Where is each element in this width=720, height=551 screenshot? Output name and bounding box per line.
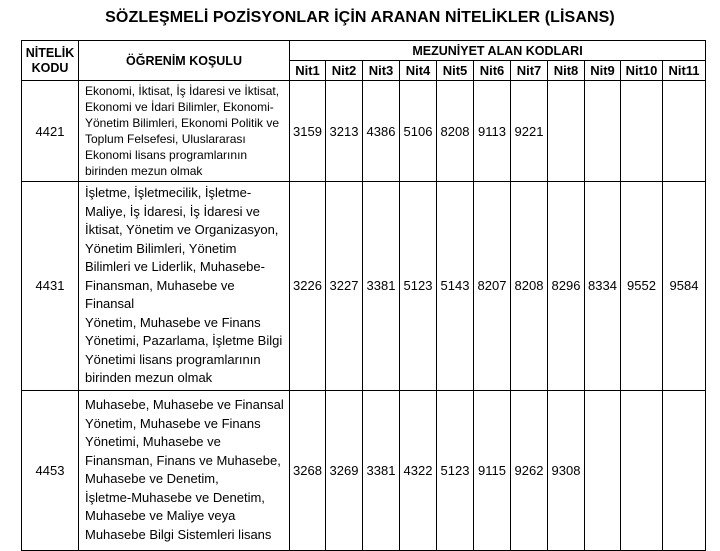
education-condition-cell: [79, 81, 290, 182]
condition-line: Finansman, Muhasebe ve Finansal: [85, 277, 235, 311]
education-condition-cell: [79, 390, 290, 550]
nitelik-code-cell: 4431: [22, 182, 79, 391]
condition-line: Ekonomi, İktisat, İş İdaresi ve İktisat,: [85, 84, 280, 98]
nit-column-header: Nit10: [621, 61, 663, 81]
condition-line: İşletme-Muhasebe ve Denetim,: [85, 489, 265, 505]
condition-line: birinden mezun olmak: [85, 164, 203, 178]
graduation-code-cell: 3159: [290, 81, 326, 182]
nit-column-header: Nit5: [437, 61, 474, 81]
condition-line: Yönetimi, Muhasebe ve: [85, 434, 221, 449]
graduation-code-cell: [585, 390, 621, 550]
graduation-code-cell: 3268: [290, 390, 326, 550]
graduation-code-cell: 8296: [548, 182, 585, 391]
nitelik-code-cell: 4421: [22, 81, 79, 182]
graduation-code-cell: 3226: [290, 182, 326, 391]
condition-line: Ekonomi lisans programlarının: [85, 148, 248, 162]
condition-line: Toplum Felsefesi, Uluslararası: [85, 132, 246, 146]
condition-line: Muhasebe ve Maliye veya: [85, 508, 236, 523]
graduation-code-cell: 9308: [548, 390, 585, 550]
qualifications-table: [21, 40, 706, 551]
graduation-code-cell: 5143: [437, 182, 474, 391]
graduation-code-cell: 9115: [474, 390, 511, 550]
condition-line: Yönetim, Muhasebe ve Finans: [85, 415, 261, 431]
nitelik-code-cell: 4453: [22, 390, 79, 550]
graduation-code-cell: 4322: [400, 390, 437, 550]
condition-line: birinden mezun olmak: [85, 370, 213, 385]
nit-column-header: Nit11: [663, 61, 706, 81]
condition-line: Muhasebe ve Denetim,: [85, 471, 219, 486]
condition-line: Ekonomi ve İdari Bilimler, Ekonomi-: [85, 100, 274, 114]
table-row: [22, 182, 706, 391]
graduation-code-cell: [585, 81, 621, 182]
condition-line: Yönetimi, Pazarlama, İşletme Bilgi: [85, 333, 283, 348]
graduation-code-cell: [663, 390, 706, 550]
nit-column-header: Nit4: [400, 61, 437, 81]
graduation-code-cell: 3381: [363, 182, 400, 391]
nit-column-header: Nit7: [511, 61, 548, 81]
condition-line: Maliye, İş İdaresi, İş İdaresi ve: [85, 203, 260, 219]
graduation-code-cell: [621, 390, 663, 550]
graduation-code-cell: 9552: [621, 182, 663, 391]
education-condition-cell: [79, 182, 290, 391]
condition-line: Muhasebe, Muhasebe ve Finansal: [85, 397, 284, 412]
graduation-code-cell: 9221: [511, 81, 548, 182]
nitelik-kodu-header-line1: NİTELİK: [25, 45, 75, 60]
condition-line: Finansman, Finans ve Muhasebe,: [85, 452, 281, 468]
graduation-code-cell: 3213: [326, 81, 363, 182]
graduation-code-cell: 5123: [437, 390, 474, 550]
nitelik-kodu-header-line2: KODU: [31, 60, 69, 75]
nit-column-header: Nit1: [290, 61, 326, 81]
condition-line: Bilimleri ve Liderlik, Muhasebe-: [85, 259, 265, 274]
page-title: SÖZLEŞMELİ POZİSYONLAR İÇİN ARANAN NİTELİKLER (LİSANS): [105, 9, 615, 26]
graduation-code-cell: 5123: [400, 182, 437, 391]
header-row-1: [22, 41, 706, 61]
nit-column-header: Nit9: [585, 61, 621, 81]
graduation-code-cell: [621, 81, 663, 182]
nit-column-header: Nit8: [548, 61, 585, 81]
graduation-code-cell: 3227: [326, 182, 363, 391]
graduation-code-cell: [548, 81, 585, 182]
condition-line: Yönetim, Muhasebe ve Finans: [85, 314, 261, 330]
graduation-code-cell: 9584: [663, 182, 706, 391]
graduation-code-cell: 3381: [363, 390, 400, 550]
condition-line: Muhasebe Bilgi Sistemleri lisans: [85, 526, 272, 542]
graduation-code-cell: 3269: [326, 390, 363, 550]
nitelik-kodu-header: [22, 41, 79, 81]
condition-line: İktisat, Yönetim ve Organizasyon,: [85, 222, 279, 237]
mezuniyet-alan-kodlari-header: MEZUNİYET ALAN KODLARI: [290, 41, 706, 61]
nit-column-header: Nit2: [326, 61, 363, 81]
graduation-code-cell: 8334: [585, 182, 621, 391]
nit-column-header: Nit3: [363, 61, 400, 81]
condition-line: İşletme, İşletmecilik, İşletme-: [85, 185, 252, 200]
table-body: [22, 81, 706, 551]
graduation-code-cell: 9113: [474, 81, 511, 182]
condition-line: Yönetimi lisans programlarının: [85, 351, 261, 367]
graduation-code-cell: 8207: [474, 182, 511, 391]
graduation-code-cell: 5106: [400, 81, 437, 182]
table-row: [22, 81, 706, 182]
graduation-code-cell: 8208: [511, 182, 548, 391]
graduation-code-cell: 9262: [511, 390, 548, 550]
nit-column-header: Nit6: [474, 61, 511, 81]
condition-line: Yönetim Bilimleri, Yönetim: [85, 240, 237, 256]
graduation-code-cell: [663, 81, 706, 182]
graduation-code-cell: 8208: [437, 81, 474, 182]
ogrenim-kosulu-header: ÖĞRENİM KOŞULU: [79, 41, 290, 81]
table-row: [22, 390, 706, 550]
graduation-code-cell: 4386: [363, 81, 400, 182]
condition-line: Yönetim Bilimleri, Ekonomi Politik ve: [85, 116, 280, 130]
